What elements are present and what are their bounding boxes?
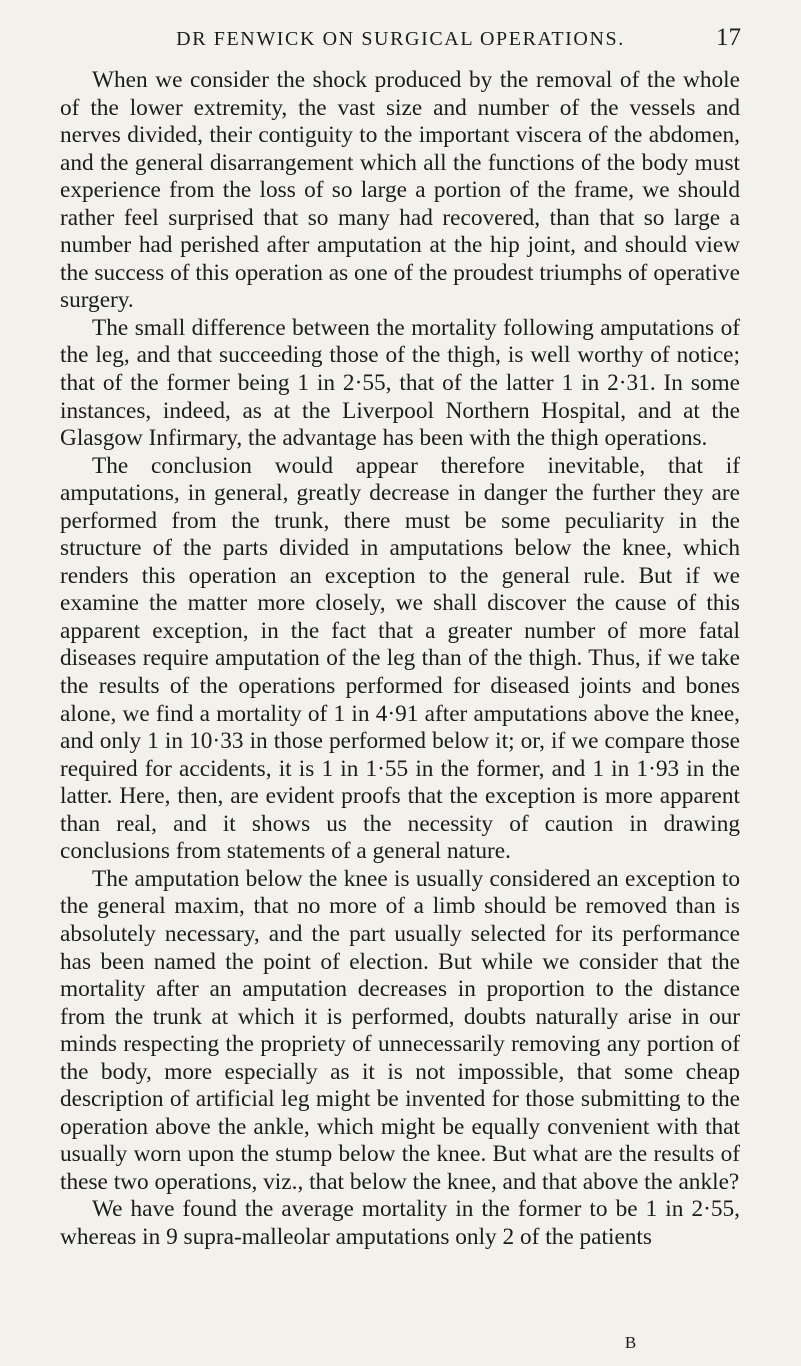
- signature-mark: B: [624, 1333, 638, 1352]
- paragraph: The small difference between the mortality following amputations of the leg, and that succeeding those of the thigh, is well worthy of notice; that of the former being 1 in 2·55, that of the latter 1 in 2·31. In some instances, indeed, as at the Liverpool Northern Hospital, and at the Glasgow Infirmary, the advantage has been with the thigh operations.: [60, 314, 740, 452]
- paragraph: We have found the average mortality in the former to be 1 in 2·55, whereas in 9 supra-malleolar amputations only 2 of the patients: [60, 1196, 740, 1250]
- paragraph: The conclusion would appear therefore inevitable, that if amputations, in general, greatly decrease in danger the further they are performed from the trunk, there must be some peculiarity in the structure of the parts divided in amputations below the knee, which renders this operation an exception to the general rule. But if we examine the matter more closely, we shall discover the cause of this apparent exception, in the fact that a greater number of more fatal diseases require amputation of the leg than of the thigh. Thus, if we take the results of the operations performed for diseased joints and bones alone, we find a mortality of 1 in 4·91 after amputations above the knee, and only 1 in 10·33 in those performed below it; or, if we compare those required for accidents, it is 1 in 1·55 in the former, and 1 in 1·93 in the latter. Here, then, are evident proofs that the exception is more apparent than real, and it shows us the necessity of caution in drawing conclusions from statements of a general nature.: [60, 452, 740, 865]
- paragraph: When we consider the shock produced by the removal of the whole of the lower extremity, the vast size and number of the vessels and nerves divided, their contiguity to the important viscera of the abdomen, and the general disarrangement which all the functions of the body must experience from the loss of so large a portion of the frame, we should rather feel surprised that so many had recovered, than that so large a number had perished after amputation at the hip joint, and should view the success of this operation as one of the proudest triumphs of operative surgery.: [60, 67, 740, 314]
- page-number: 17: [716, 24, 741, 51]
- running-head: [60, 24, 741, 54]
- running-title: DR FENWICK ON SURGICAL OPERATIONS.: [176, 28, 625, 50]
- paragraph: The amputation below the knee is usually considered an exception to the general maxim, that no more of a limb should be removed than is absolutely necessary, and the part usually selected for its performance has been named the point of election. But while we consider that the mortality after an amputation decreases in proportion to the distance from the trunk at which it is performed, doubts naturally arise in our minds respecting the propriety of unnecessarily removing any portion of the body, more especially as it is not impossible, that some cheap description of artificial leg might be invented for those submitting to the operation above the ankle, which might be equally convenient with that usually worn upon the stump below the knee. But what are the results of these two operations, viz., that below the knee, and that above the ankle?: [60, 865, 740, 1195]
- body-text: [60, 67, 740, 1252]
